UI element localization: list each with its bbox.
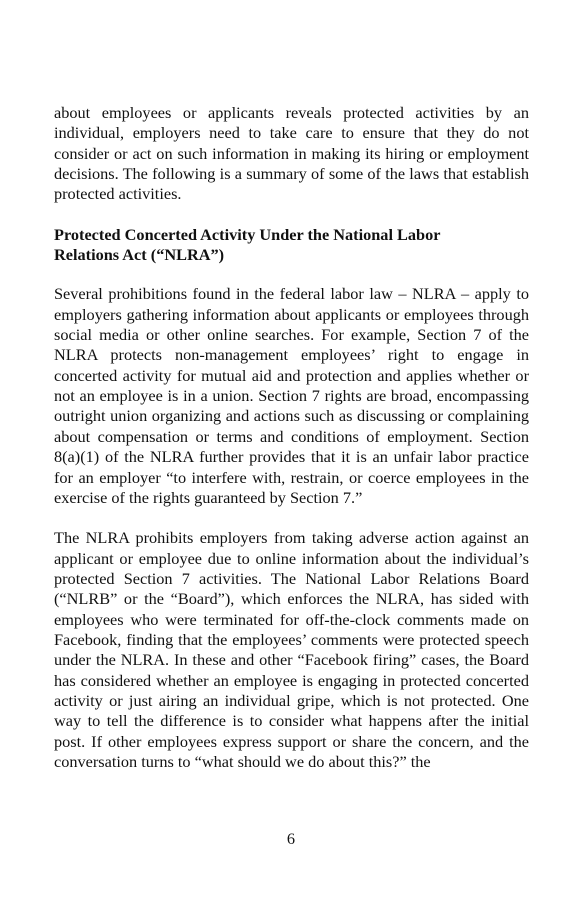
page-body — [54, 103, 529, 772]
section-heading: Protected Concerted Activity Under the National Labor Relations Act (“NLRA”) — [54, 224, 441, 265]
page-number: 6 — [286, 829, 296, 848]
body-paragraph-2: Several prohibitions found in the federal labor law – NLRA – apply to employers gathering information about applicants or employees through social media or other online searches. For example, Section 7 of the NLRA protects non-management employees’ right to engage in concerted activity for mutual aid and protection and applies whether or not an employee is in a union. Section 7 rights are broad, encompassing outright union organizing and actions such as discussing or complaining about compensation or terms and conditions of employment. Section 8(a)(1) of the NLRA further provides that it is an unfair labor practice for an employer “to interfere with, restrain, or coerce employees in the exercise of the rights guaranteed by Section 7.” — [54, 284, 529, 507]
body-paragraph-1: about employees or applicants reveals protected activities by an individual, employers need to take care to ensure that they do not consider or act on such information in making its hiring or employment decisions. The following is a summary of some of the laws that establish protected activities. — [54, 103, 529, 204]
body-paragraph-3: The NLRA prohibits employers from taking adverse action against an applicant or employee due to online information about the individual’s protected Section 7 activities. The National Labor Relations Board (“NLRB” or the “Board”), which enforces the NLRA, has sided with employees who were terminated for off-the-clock comments made on Facebook, finding that the employees’ comments were protected speech under the NLRA. In these and other “Facebook firing” cases, the Board has considered whether an employee is engaging in protected concerted activity or just airing an individual gripe, which is not protected. One way to tell the difference is to consider what happens after the initial post. If other employees express support or share the concern, and the conversation turns to “what should we do about this?” the — [54, 528, 529, 771]
